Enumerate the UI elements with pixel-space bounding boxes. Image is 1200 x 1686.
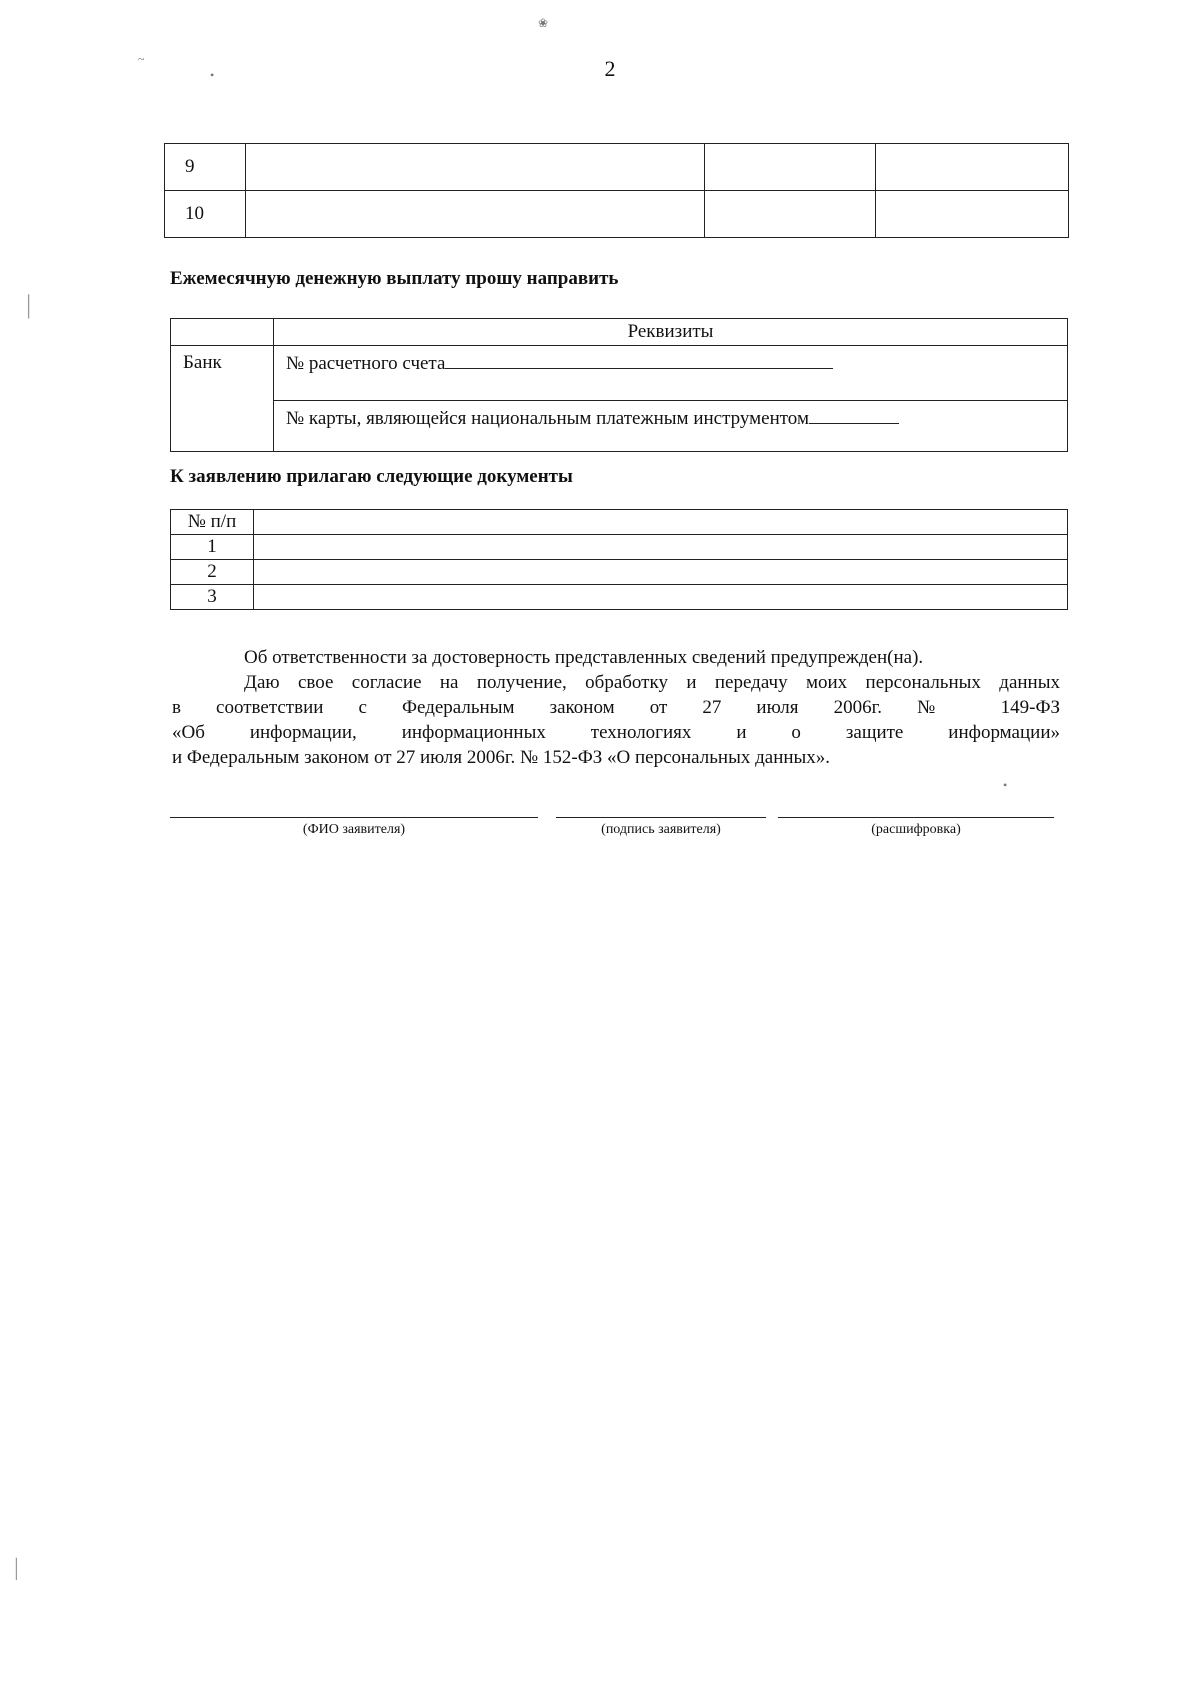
consent-text-line: «Об информации, информационных технологиях и о защите информации» [172,722,1060,743]
scan-speck: • [1003,778,1008,792]
document-entry-field[interactable] [254,535,1068,560]
payment-section-heading: Ежемесячную денежную выплату прошу направить [170,268,619,289]
table-row [171,585,1068,610]
table-cell [254,510,1068,535]
signature-caption: (подпись заявителя) [601,822,721,837]
table-cell [876,144,1069,191]
table-row [171,401,1068,452]
table-row [165,144,1069,191]
consent-text-line: Даю свое согласие на получение, обработку и передачу моих персональных данных [244,672,1060,693]
table-header-row [171,510,1068,535]
bank-label: Банк [171,346,274,452]
row-number: 2 [171,560,254,585]
row-number: 1 [171,535,254,560]
column-header-number: № п/п [171,510,254,535]
row-number: 9 [165,144,246,191]
document-entry-field[interactable] [254,560,1068,585]
requisites-header: Реквизиты [274,319,1068,346]
scan-speck: | [14,1555,19,1581]
attached-documents-table [170,509,1068,610]
table-row [171,535,1068,560]
scan-speck: ~ [138,52,145,66]
table-cell [705,191,876,238]
table-row [171,346,1068,401]
consent-text-line: и Федеральным законом от 27 июля 2006г. № 152-ФЗ «О персональных данных». [172,747,831,768]
table-cell [171,319,274,346]
items-table-continuation [164,143,1069,238]
decoding-signature-line[interactable] [778,817,1054,818]
table-cell [876,191,1069,238]
documents-section-heading: К заявлению прилагаю следующие документы [170,466,573,487]
account-number-field[interactable] [274,346,1068,401]
table-cell [705,144,876,191]
scan-speck: ❀ [538,16,549,30]
card-number-field[interactable] [274,401,1068,452]
row-number: 10 [165,191,246,238]
table-cell [246,191,705,238]
table-cell [246,144,705,191]
scan-speck: • [210,68,215,82]
page-number: 2 [604,56,616,81]
card-number-label: № карты, являющейся национальным платежным инструментом [286,408,809,429]
table-row [165,191,1069,238]
consent-text-line: в соответствии с Федеральным законом от 27 июля 2006г. № 149-ФЗ [172,697,1060,718]
row-number: 3 [171,585,254,610]
account-number-blank[interactable] [445,352,833,369]
account-number-label: № расчетного счета [286,353,446,374]
table-row [171,560,1068,585]
responsibility-warning: Об ответственности за достоверность представленных сведений предупрежден(на). [244,647,924,668]
card-number-blank[interactable] [809,407,899,424]
scan-speck: | [26,290,32,319]
document-entry-field[interactable] [254,585,1068,610]
fio-signature-line[interactable] [170,817,538,818]
bank-requisites-table [170,318,1068,452]
decoding-caption: (расшифровка) [871,822,961,837]
table-row [171,319,1068,346]
fio-caption: (ФИО заявителя) [302,822,406,837]
signature-line[interactable] [556,817,766,818]
